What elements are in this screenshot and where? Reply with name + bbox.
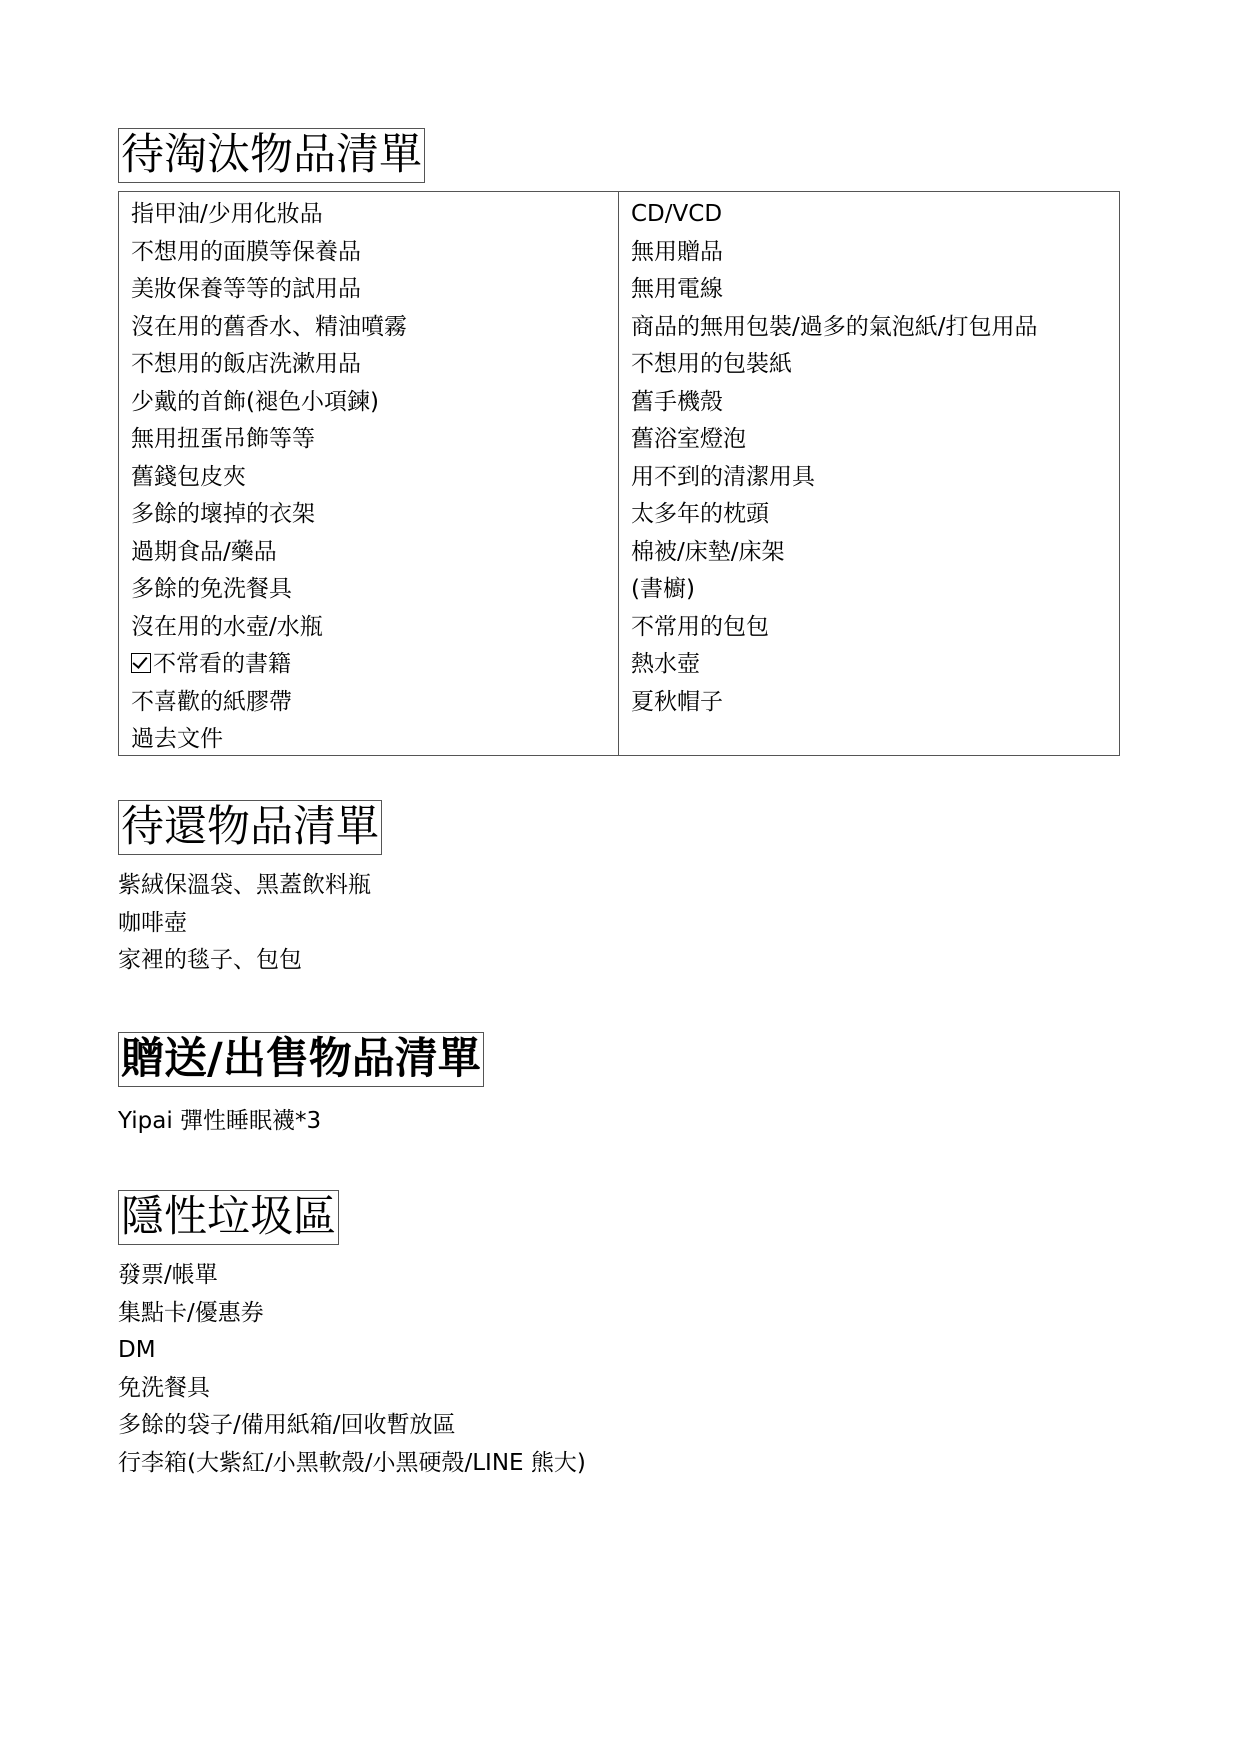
- discard-right-item-text: 不常用的包包: [631, 613, 769, 640]
- discard-left-item-text: 指甲油/少用化妝品: [131, 201, 323, 227]
- discard-left-item: [131, 234, 608, 272]
- discard-left-item-text: 多餘的免洗餐具: [131, 576, 292, 602]
- hidden-trash-item: [118, 1445, 1118, 1483]
- return-item-text: 家裡的毯子、包包: [118, 947, 302, 973]
- give-section: [118, 1032, 1118, 1141]
- discard-right-item: [631, 609, 1109, 647]
- hidden-trash-item: [118, 1257, 1118, 1295]
- discard-left-item: [131, 309, 608, 347]
- discard-right-item-text: 商品的無用包裝/過多的氣泡紙/打包用品: [631, 313, 1038, 340]
- discard-left-item-text: 美妝保養等等的試用品: [131, 276, 361, 302]
- discard-right-item-text: 舊手機殼: [631, 388, 723, 415]
- discard-left-item-text: 過去文件: [131, 726, 223, 752]
- return-section: [118, 800, 1118, 980]
- discard-section: [118, 128, 1118, 756]
- discard-left-item: [131, 571, 608, 609]
- discard-right-item: [631, 571, 1109, 609]
- hidden-trash-item-text: DM: [118, 1337, 156, 1363]
- discard-right-item-text: 夏秋帽子: [631, 688, 723, 715]
- discard-left-item-text: 少戴的首飾(褪色小項鍊): [131, 388, 379, 415]
- discard-left-item-text: 不想用的面膜等保養品: [131, 238, 361, 265]
- return-item: [118, 905, 1118, 943]
- hidden-trash-title: 隱性垃圾區: [118, 1190, 339, 1245]
- discard-right-item-text: 不想用的包裝紙: [631, 351, 792, 377]
- discard-left-item-text: 沒在用的水壺/水瓶: [131, 613, 323, 640]
- discard-right-column: [619, 192, 1119, 755]
- discard-left-item-text: 不想用的飯店洗漱用品: [131, 351, 361, 377]
- discard-right-item: [631, 421, 1109, 459]
- hidden-trash-item: [118, 1370, 1118, 1408]
- discard-right-item-text: 熱水壺: [631, 651, 700, 677]
- discard-right-item-text: 用不到的清潔用具: [631, 463, 815, 490]
- hidden-trash-item-text: 行李箱(大紫紅/小黑軟殼/小黑硬殼/LINE 熊大): [118, 1449, 586, 1476]
- discard-left-item: [131, 421, 608, 459]
- discard-left-item: [131, 496, 608, 534]
- discard-left-item-text: 不喜歡的紙膠帶: [131, 688, 292, 715]
- discard-right-item-text: 太多年的枕頭: [631, 501, 769, 527]
- discard-left-column: [119, 192, 619, 755]
- document-page: [118, 128, 1118, 1482]
- hidden-trash-item: [118, 1295, 1118, 1333]
- discard-right-item: [631, 534, 1109, 572]
- discard-right-item-text: 舊浴室燈泡: [631, 426, 746, 452]
- return-item-text: 紫絨保溫袋、黑蓋飲料瓶: [118, 872, 371, 898]
- give-title: 贈送/出售物品清單: [118, 1032, 484, 1087]
- hidden-trash-list: [118, 1257, 1118, 1482]
- return-list: [118, 867, 1118, 980]
- return-title: 待還物品清單: [118, 800, 382, 855]
- hidden-trash-item: [118, 1407, 1118, 1445]
- discard-left-item-text: 過期食品/藥品: [131, 538, 277, 565]
- discard-right-item-text: 無用贈品: [631, 238, 723, 265]
- discard-right-item: [631, 684, 1109, 722]
- hidden-trash-item-text: 多餘的袋子/備用紙箱/回收暫放區: [118, 1412, 456, 1438]
- give-item-text: Yipai 彈性睡眠襪*3: [118, 1107, 322, 1134]
- discard-left-item: [131, 196, 608, 234]
- discard-right-item: [631, 384, 1109, 422]
- discard-left-item: [131, 346, 608, 384]
- discard-right-item: [631, 309, 1109, 347]
- discard-title: 待淘汰物品清單: [118, 128, 425, 183]
- discard-left-item: [131, 609, 608, 647]
- discard-left-item: [131, 534, 608, 572]
- hidden-trash-section: [118, 1190, 1118, 1482]
- discard-left-item: [131, 684, 608, 722]
- return-item: [118, 942, 1118, 980]
- discard-right-item: [631, 271, 1109, 309]
- discard-left-item: [131, 721, 608, 759]
- give-list: [118, 1103, 1118, 1141]
- discard-right-item: [631, 459, 1109, 497]
- discard-left-item-text: 舊錢包皮夾: [131, 463, 246, 490]
- discard-right-item-text: CD/VCD: [631, 201, 723, 227]
- discard-right-item: [631, 196, 1109, 234]
- discard-right-item: [631, 496, 1109, 534]
- hidden-trash-item: [118, 1332, 1118, 1370]
- discard-right-item: [631, 234, 1109, 272]
- discard-left-item-text: 多餘的壞掉的衣架: [131, 501, 315, 527]
- hidden-trash-item-text: 集點卡/優惠券: [118, 1299, 264, 1326]
- discard-left-item: [131, 646, 608, 684]
- discard-table: [118, 191, 1120, 756]
- discard-left-item-text: 沒在用的舊香水、精油噴霧: [131, 313, 407, 340]
- discard-left-item-text: 不常看的書籍: [153, 651, 291, 677]
- discard-right-item: [631, 346, 1109, 384]
- discard-right-item-text: (書櫥): [631, 576, 695, 602]
- hidden-trash-item-text: 免洗餐具: [118, 1374, 210, 1401]
- discard-left-item: [131, 271, 608, 309]
- return-item-text: 咖啡壺: [118, 909, 187, 936]
- discard-left-item-text: 無用扭蛋吊飾等等: [131, 426, 315, 452]
- discard-right-item: [631, 646, 1109, 684]
- discard-right-item-text: 棉被/床墊/床架: [631, 538, 785, 565]
- discard-right-item-text: 無用電線: [631, 276, 723, 302]
- give-item: [118, 1103, 1118, 1141]
- discard-left-item: [131, 384, 608, 422]
- hidden-trash-item-text: 發票/帳單: [118, 1262, 218, 1288]
- return-item: [118, 867, 1118, 905]
- checked-checkbox-icon: [131, 653, 151, 673]
- discard-left-item: [131, 459, 608, 497]
